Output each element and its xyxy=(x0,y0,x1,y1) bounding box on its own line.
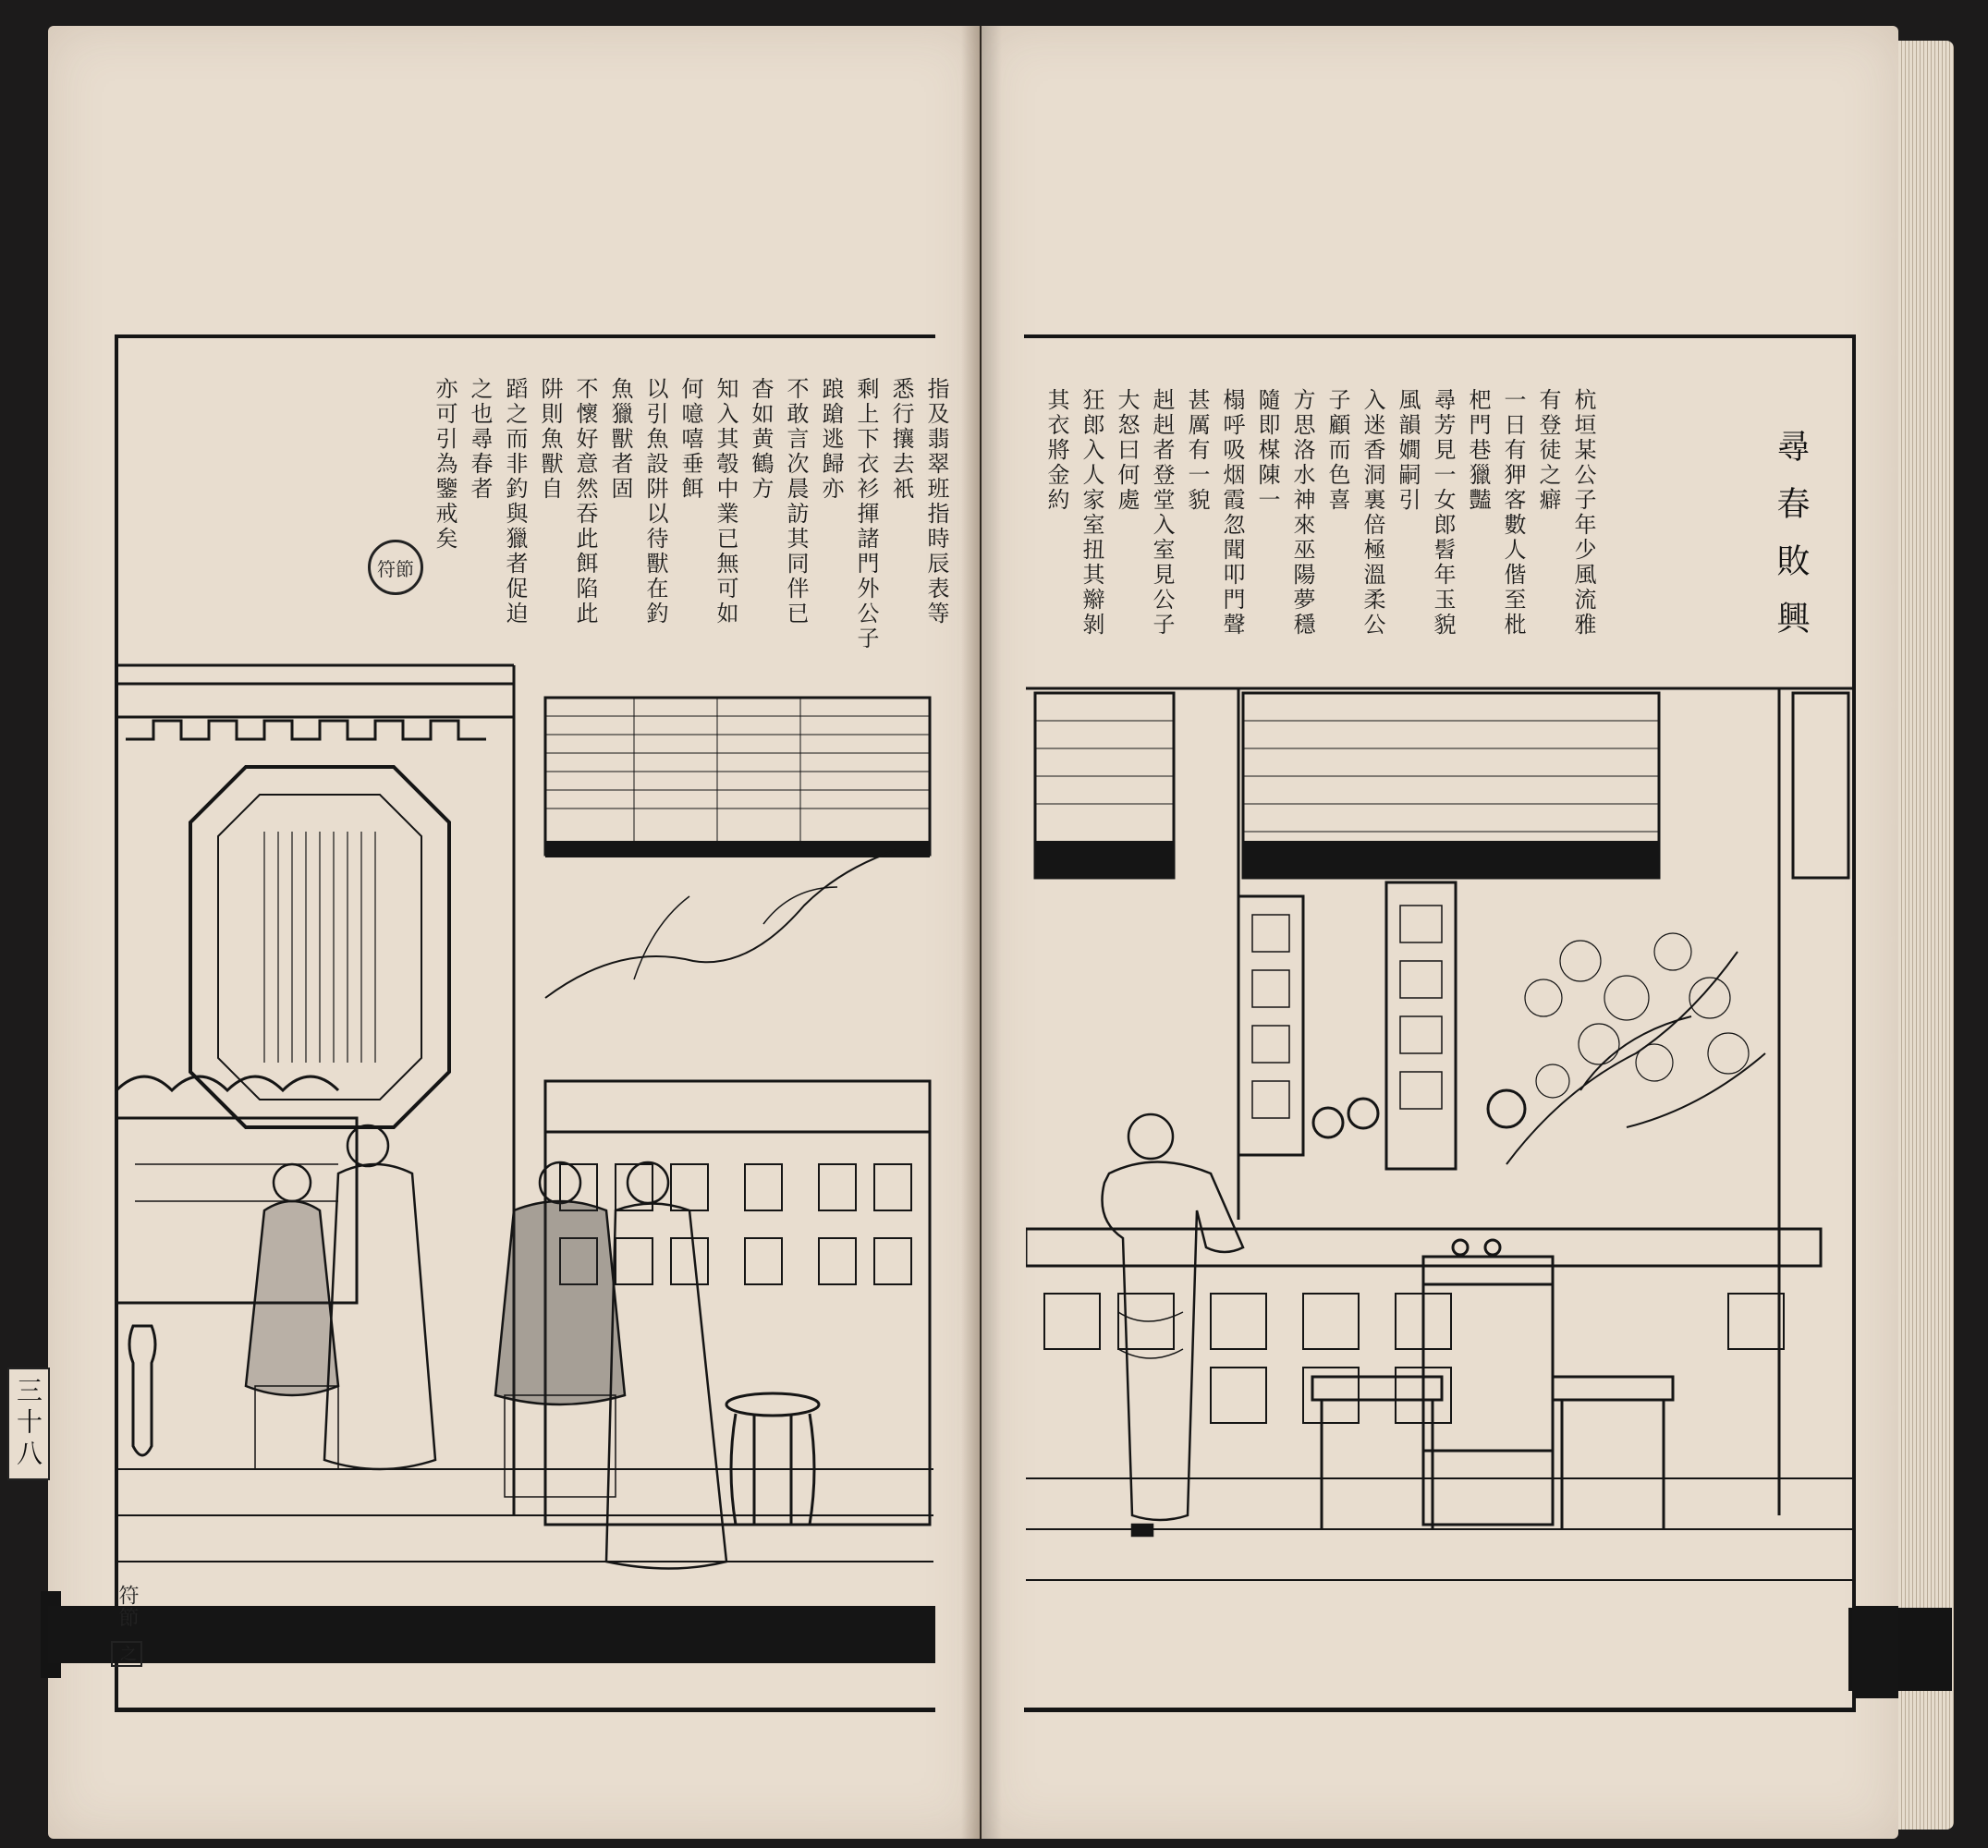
right-text-column: 風韻嫺嗣引 xyxy=(1395,388,1421,513)
right-text-column: 入迷香洞裏倍極溫柔公 xyxy=(1360,388,1385,638)
frieze-band xyxy=(116,684,514,717)
left-text-column: 魚獵獸者固 xyxy=(607,377,633,502)
right-text-column: 大怒曰何處 xyxy=(1114,388,1140,513)
window-figure xyxy=(1488,1090,1525,1127)
bamboo-blind xyxy=(545,698,930,855)
right-text-column: 有登徒之癖 xyxy=(1535,388,1561,513)
page-title-text: 尋春敗興 xyxy=(1772,429,1810,658)
left-text-column: 以引魚設阱以待獸在釣 xyxy=(642,377,668,626)
left-frame-top xyxy=(115,334,935,338)
right-frame-bottom xyxy=(1024,1708,1856,1712)
left-text-column: 阱則魚獸自 xyxy=(537,377,563,502)
right-text-column: 方思洛水神來巫陽夢穩 xyxy=(1289,388,1315,638)
right-black-band xyxy=(1852,1606,1898,1698)
window-figure xyxy=(1348,1099,1378,1128)
window-figure xyxy=(1313,1108,1343,1137)
artist-stamp: 之 xyxy=(111,1641,142,1667)
blossom-tree xyxy=(1506,952,1765,1164)
left-text-column: 何噫嘻垂餌 xyxy=(677,377,703,502)
book-gutter xyxy=(961,26,1002,1839)
lattice-panel-right xyxy=(1386,882,1456,1169)
left-illustration xyxy=(116,647,933,1608)
right-text-column: 一日有狎客數人偕至枇 xyxy=(1500,388,1526,638)
right-text-column: 赳赳者登堂入室見公子 xyxy=(1149,388,1175,638)
right-text-column: 隨即楳陳一 xyxy=(1254,388,1280,513)
left-text-column: 指及翡翠班指時辰表等 xyxy=(923,377,949,626)
page-number: 三十八 xyxy=(7,1368,50,1480)
artist-signature-text: 符節 xyxy=(116,1585,139,1629)
left-text-column: 知入其彀中業已無可如 xyxy=(713,377,738,626)
left-text-column: 亦可引為鑒戒矣 xyxy=(432,377,457,552)
lattice-fret xyxy=(126,721,486,739)
left-text-column: 不懷好意然吞此餌陷此 xyxy=(572,377,598,626)
right-text-column: 杭垣某公子年少風流雅 xyxy=(1570,388,1596,638)
left-text-column: 杳如黄鶴方 xyxy=(748,377,774,502)
vase xyxy=(129,1326,155,1455)
left-text-column: 不敢言次晨訪其同伴已 xyxy=(783,377,809,626)
right-text-column: 榻呼吸烟霞忽聞叩門聲 xyxy=(1219,388,1245,638)
right-text-column: 子顧而色喜 xyxy=(1324,388,1350,513)
right-text-column: 狂郎入人家室扭其辮剝 xyxy=(1079,388,1104,638)
standing-man xyxy=(1103,1114,1244,1536)
left-text-column: 踉蹌逃歸亦 xyxy=(818,377,844,502)
round-stool xyxy=(726,1393,819,1416)
right-text-column: 其衣將金約 xyxy=(1043,388,1069,513)
page-edges xyxy=(1898,41,1954,1830)
bamboo-blind-right xyxy=(1793,693,1848,878)
seal-stamp: 符節 xyxy=(368,540,423,595)
left-text-column: 剩上下衣衫揮諸門外公子 xyxy=(853,377,879,651)
left-black-band xyxy=(48,1606,935,1663)
stool-right xyxy=(1553,1377,1673,1529)
right-illustration xyxy=(1026,647,1852,1608)
left-frame-bottom xyxy=(115,1708,935,1712)
tree-branch xyxy=(545,850,896,998)
left-text-column: 蹈之而非釣與獵者促迫 xyxy=(502,377,528,626)
left-text-column: 悉行攘去衹 xyxy=(888,377,914,502)
right-text-column: 杷門巷獵豔 xyxy=(1465,388,1491,513)
left-text-column: 之也尋春者 xyxy=(467,377,493,502)
right-frame-right xyxy=(1852,334,1856,1711)
page-title xyxy=(1767,429,1814,658)
right-text-column: 尋芳見一女郎髫年玉貌 xyxy=(1430,388,1456,638)
figures-left xyxy=(246,1125,726,1569)
right-text-column: 甚厲有一貌 xyxy=(1184,388,1210,513)
right-frame-top xyxy=(1024,334,1856,338)
